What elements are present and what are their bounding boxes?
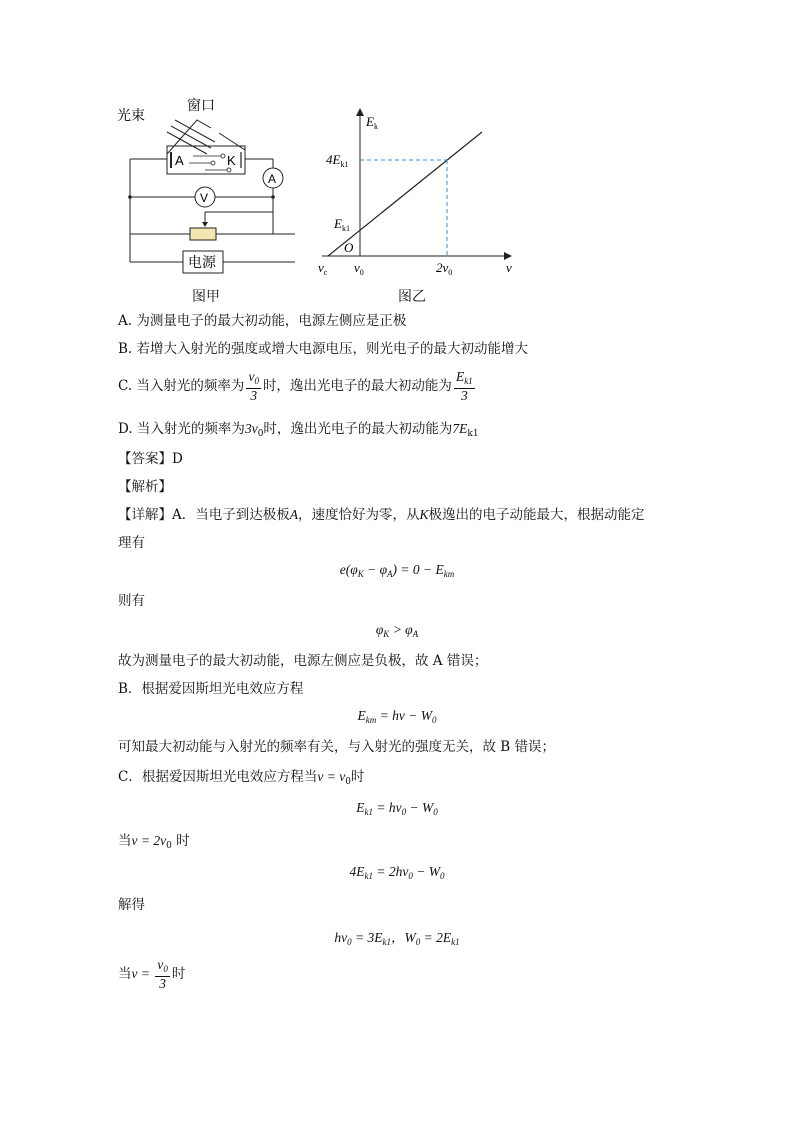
c-intro: C．根据爱因斯坦光电效应方程当$\nu = \nu_0$时 — [118, 769, 365, 787]
label-origin: O — [344, 240, 354, 255]
then-text: 则有 — [118, 593, 145, 609]
equation-4: $E_{k1} = h\nu_0 - W_0$ — [356, 800, 438, 817]
ammeter-label: A — [268, 172, 277, 186]
equation-3: $E_{km} = h\nu - W_0$ — [357, 708, 437, 725]
caption-jia: 图甲 — [192, 289, 220, 305]
label-nu-axis: ν — [506, 260, 512, 275]
detail-line-2: 理有 — [118, 535, 145, 551]
option-c: C. 当入射光的频率为 $\frac{\nu_0}{3}$ 时，逸出光电子的最大初动能为 $\frac{E_{k1}}{3}$ — [118, 369, 473, 403]
solve-text: 解得 — [118, 897, 145, 913]
power-label: 电源 — [188, 255, 216, 271]
label-Ek: $E_k$ — [366, 114, 378, 131]
detail-line-1: 【详解】A．当电子到达极板A，速度恰好为零，从K极逸出的电子动能最大，根据动能定 — [118, 507, 645, 523]
label-K-plate: K — [227, 153, 236, 168]
label-Ek1: $E_{k1}$ — [334, 216, 350, 233]
label-nu-c: $\nu_c$ — [318, 260, 328, 277]
figure-circuit — [115, 92, 295, 282]
voltmeter-label: V — [200, 191, 209, 205]
when-2nu0: 当$\nu = 2\nu_0$ 时 — [118, 833, 190, 851]
figure-graph — [312, 100, 522, 280]
label-beam: 光束 — [117, 108, 145, 124]
label-2nu-0: $2\nu_0$ — [436, 260, 453, 277]
conclusion-a: 故为测量电子的最大初动能，电源左侧应是负极，故 A 错误； — [118, 653, 488, 669]
equation-6: $h\nu_0 = 3E_{k1}$，$W_0 = 2E_{k1}$ — [334, 930, 460, 947]
label-nu-0: $\nu_0$ — [354, 260, 364, 277]
last-line: 当ν = $\frac{\nu_0}{3}$ 时 — [118, 957, 186, 991]
option-d: D. 当入射光的频率为$3\nu_0$时，逸出光电子的最大初动能为$7E_{k1}$ — [118, 421, 479, 439]
analysis-title: 【解析】 — [118, 479, 172, 495]
label-A-plate: A — [175, 153, 184, 168]
conclusion-b: 可知最大初动能与入射光的频率有关，与入射光的强度无关，故 B 错误； — [118, 739, 556, 755]
option-a: A. 为测量电子的最大初动能，电源左侧应是正极 — [118, 313, 407, 329]
answer: 【答案】D — [118, 451, 183, 467]
equation-5: $4E_{k1} = 2h\nu_0 - W_0$ — [349, 864, 445, 881]
ek-line — [328, 132, 482, 256]
equation-2: $\varphi_K > \varphi_A$ — [375, 622, 419, 639]
label-window: 窗口 — [187, 98, 215, 114]
label-4Ek1: $4E_{k1}$ — [326, 152, 349, 169]
option-b: B. 若增大入射光的强度或增大电源电压，则光电子的最大初动能增大 — [118, 341, 529, 357]
equation-1: $e(\varphi_K - \varphi_A) = 0 - E_{km}$ — [339, 562, 455, 579]
caption-yi: 图乙 — [398, 289, 426, 305]
b-intro: B．根据爱因斯坦光电效应方程 — [118, 681, 304, 697]
